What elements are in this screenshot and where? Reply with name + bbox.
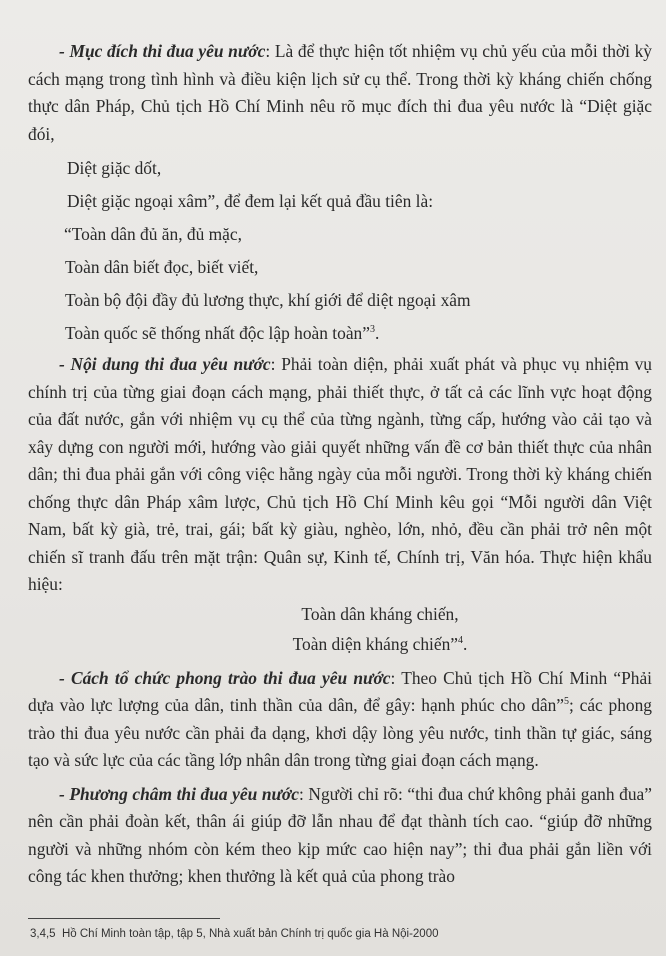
paragraph-cach-to-chuc <box>28 665 652 775</box>
quote-line-1: Diệt giặc dốt, <box>67 158 162 178</box>
footnote-ref-3: 3 <box>369 324 375 336</box>
quote-line-3: “Toàn dân đủ ăn, đủ mặc, <box>64 224 242 244</box>
heading-phuong-cham: - Phương châm thi đua yêu nước <box>59 783 299 804</box>
footnote-ref-4: 4 <box>458 634 464 646</box>
heading-cach-to-chuc: - Cách tổ chức phong trào thi đua yêu nước <box>59 667 391 688</box>
text-cach-to-chuc-2: ; các phong trào thi đua yêu nước cần phải đa dạng, khơi dậy lòng yêu nước, tinh thần tự giác, sáng tạo và sức lực của các tầng lớp nhân dân trong từng giai đoạn cách mạng. <box>28 695 652 770</box>
paragraph-muc-dich <box>28 38 652 148</box>
footnote-refs: 3,4,5 <box>30 928 56 940</box>
heading-noi-dung: - Nội dung thi đua yêu nước <box>59 354 271 374</box>
text-cach-to-chuc-1: : Theo Chủ tịch Hồ Chí Minh “Phải dựa vào lực lượng của dân, tinh thần của dân, để gây: hạnh phúc cho dân” <box>28 667 652 715</box>
document-body <box>28 38 652 891</box>
footnote-ref-5: 5 <box>564 696 570 708</box>
heading-muc-dich: - Mục đích thi đua yêu nước <box>59 41 266 61</box>
quote-line-2: Diệt giặc ngoại xâm”, để đem lại kết quả đầu tiên là: <box>67 191 434 211</box>
slogan-line-2-text: Toàn diện kháng chiến” <box>292 633 459 654</box>
quote-line-4: Toàn dân biết đọc, biết viết, <box>65 257 259 277</box>
text-noi-dung: : Phải toàn diện, phải xuất phát và phục vụ nhiệm vụ chính trị của từng giai đoạn cách mạng, phải thiết thực, ở tất cả các lĩnh vực hoạt động của đất nước, gắn với nhiệm vụ cụ thể của từng ngành, từng cấp, hướng vào cải tạo và xây dựng con người mới, hướng vào giải quyết những vấn đề cơ bản thiết thực của nhân dân; thi đua phải gắn với công việc hằng ngày của mỗi người. Trong thời kỳ kháng chiến chống thực dân Pháp xâm lược, Chủ tịch Hồ Chí Minh kêu gọi “Mỗi người dân Việt Nam, bất kỳ già, trẻ, trai, gái; bất kỳ giàu, nghèo, lớn, nhỏ, đều cần phải trở nên một chiến sĩ tranh đấu trên mặt trận: Quân sự, Kinh tế, Chính trị, Văn hóa. Thực hiện khẩu hiệu: <box>28 354 652 594</box>
slogan-line-2: Toàn diện kháng chiến”$^4$. <box>292 633 468 654</box>
text-muc-dich: : Là để thực hiện tốt nhiệm vụ chủ yếu của mỗi thời kỳ cách mạng trong tình hình và điều kiện lịch sử cụ thể. Trong thời kỳ kháng chiến chống thực dân Pháp, Chủ tịch Hồ Chí Minh nêu rõ mục đích thi đua yêu nước là “Diệt giặc đói, <box>28 41 652 144</box>
quote-line-6-text: Toàn quốc sẽ thống nhất độc lập hoàn toàn” <box>65 323 370 343</box>
footnote-divider <box>28 918 220 919</box>
footnote <box>30 928 439 940</box>
text-phuong-cham: : Người chỉ rõ: “thi đua chứ không phải ganh đua” nên cần phải đoàn kết, thân ái giúp đỡ lẫn nhau để đạt thành tích cao. “giúp đỡ những người và những nhóm còn kém theo kịp mức cao hiện nay”; thi đua phải gắn liền với công tác khen thưởng; khen thưởng là kết quả của phong trào <box>28 783 652 886</box>
slogan-line-1: Toàn dân kháng chiến, <box>301 603 459 624</box>
quote-line-6: Toàn quốc sẽ thống nhất độc lập hoàn toàn”$^3$. <box>65 323 380 343</box>
paragraph-phuong-cham <box>28 781 652 891</box>
quote-line-5: Toàn bộ đội đầy đủ lương thực, khí giới để diệt ngoại xâm <box>65 290 471 310</box>
paragraph-noi-dung <box>28 351 652 599</box>
footnote-text: Hồ Chí Minh toàn tập, tập 5, Nhà xuất bản Chính trị quốc gia Hà Nội-2000 <box>61 928 439 940</box>
